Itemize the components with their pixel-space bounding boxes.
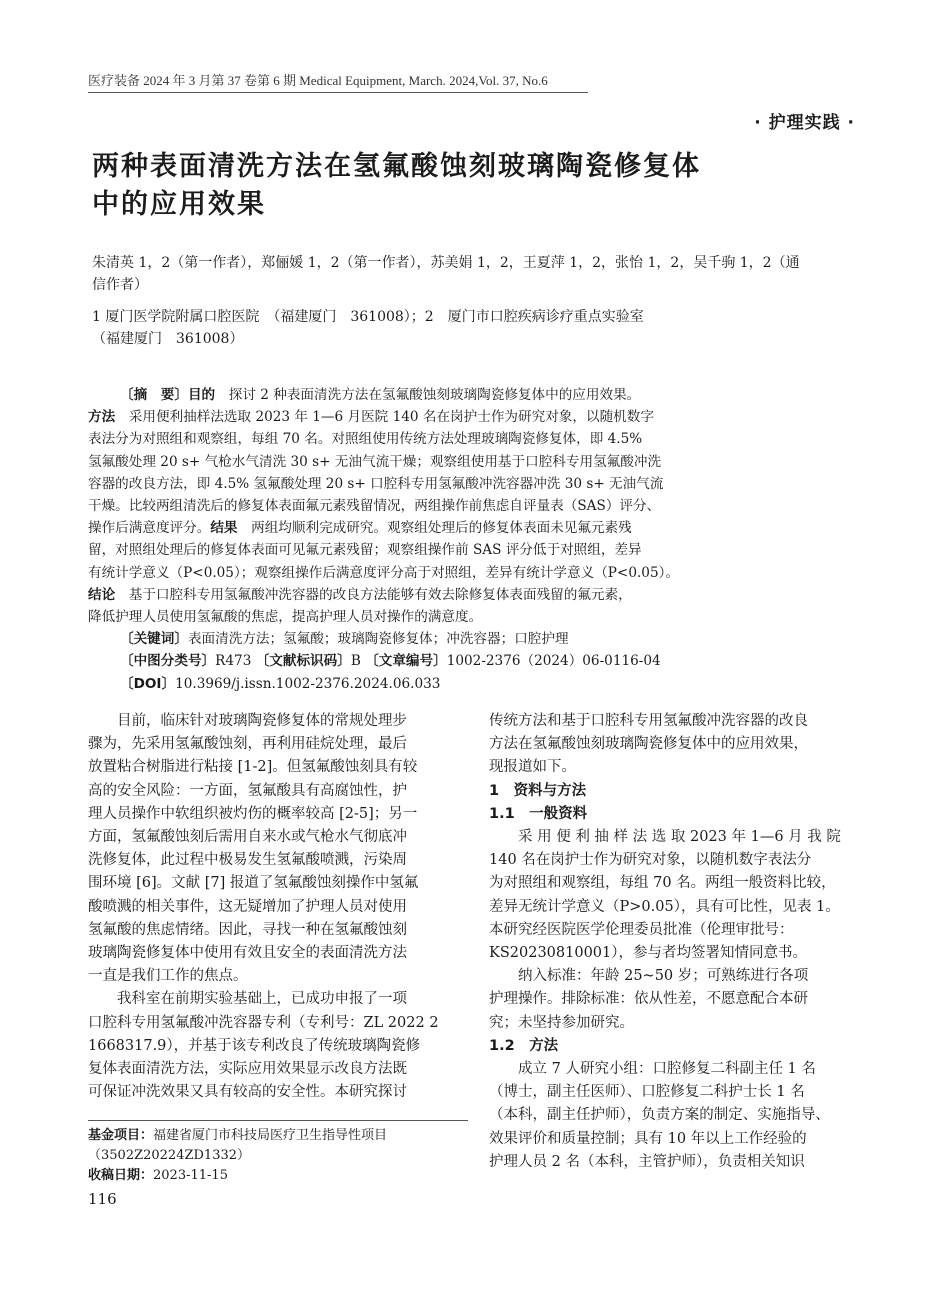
body-text-line: 本研究经医院医学伦理委员批准（伦理审批号： — [489, 921, 794, 938]
body-text-line: 高的安全风险：一方面，氢氟酸具有高腐蚀性，护 — [88, 782, 407, 799]
funding-footnote: 基金项目：福建省厦门市科技局医疗卫生指导性项目 （3502Z20224ZD1332） 收稿日期：2023-11-15 — [88, 1128, 388, 1183]
abstract-line: 方法 采用便利抽样法选取 2023 年 1—6 月医院 140 名在岗护士作为研究对象，以随机数字 — [88, 409, 654, 426]
body-text-line: 一直是我们工作的焦点。 — [88, 968, 248, 985]
body-text-line: 1668317.9），并基于该专利改良了传统玻璃陶瓷修 — [88, 1037, 421, 1054]
body-text-line: 玻璃陶瓷修复体中使用有效且安全的表面清洗方法 — [88, 945, 407, 962]
body-text-line: 口腔科专用氢氟酸冲洗容器专利（专利号：ZL 2022 2 — [88, 1014, 439, 1031]
abstract-line: 〔摘 要〕目的 探讨 2 种表面清洗方法在氢氟酸蚀刻玻璃陶瓷修复体中的应用效果。 — [120, 387, 641, 403]
article-title — [92, 148, 772, 224]
abstract-line: 操作后满意度评分。结果 两组均顺利完成研究。观察组处理后的修复体表面未见氟元素残 — [88, 520, 632, 537]
abstract-head: 〔摘 要〕目的 — [120, 387, 216, 403]
keywords-head: 〔关键词〕 — [120, 631, 188, 648]
affiliation-line: （福建厦门 361008） — [92, 331, 244, 347]
subsection-heading: 1.1 一般资料 — [489, 805, 588, 822]
page-number: 116 — [88, 1190, 117, 1208]
results-head: 结果 — [210, 520, 238, 537]
body-text-line: 洗修复体，此过程中极易发生氢氟酸喷溅，污染周 — [88, 852, 407, 869]
body-text-line: 骤为，先采用氢氟酸蚀刻，再利用硅烷处理，最后 — [88, 736, 407, 753]
body-text-line: 目前，临床针对玻璃陶瓷修复体的常规处理步 — [88, 713, 407, 729]
author-list — [92, 252, 800, 296]
body-text-line: 140 名在岗护士作为研究对象，以随机数字表法分 — [489, 852, 812, 869]
header-rule — [88, 92, 588, 93]
doi-line: 〔DOI〕10.3969/j.issn.1002-2376.2024.06.033 — [120, 675, 441, 692]
abstract-line: 有统计学意义（P<0.05）；观察组操作后满意度评分高于对照组，差异有统计学意义（P<0.05）。 — [88, 564, 679, 581]
author-line: 信作者） — [92, 277, 148, 293]
footnote-rule — [88, 1120, 468, 1121]
title-line: 两种表面清洗方法在氢氟酸蚀刻玻璃陶瓷修复体 — [92, 151, 701, 182]
abstract-line: 留，对照组处理后的修复体表面可见氟元素残留；观察组操作前 SAS 评分低于对照组，差异 — [88, 542, 642, 559]
body-text-line: KS20230810001），参与者均签署知情同意书。 — [489, 945, 807, 962]
classification-line: 〔中图分类号〕R473 〔文献标识码〕B 〔文章编号〕1002-2376（2024）06-0116-04 — [120, 653, 661, 670]
body-text-line: 效果评价和质量控制；具有 10 年以上工作经验的 — [489, 1130, 807, 1147]
author-line: 朱清英 1，2（第一作者），郑俪媛 1，2（第一作者），苏美娟 1，2，王夏萍 1，2，张怡 1，2，吴千驹 1，2（通 — [92, 255, 800, 271]
body-text-line: （本科，副主任护师），负责方案的制定、实施指导、 — [489, 1107, 830, 1124]
journal-header: 医疗装备 2024 年 3 月第 37 卷第 6 期 Medical Equipment, March. 2024,Vol. 37, No.6 — [88, 73, 548, 88]
subsection-heading: 1.2 方法 — [489, 1037, 559, 1054]
column-tag: · 护理实践 · — [754, 113, 855, 133]
abstract-line: 表法分为对照组和观察组，每组 70 名。对照组使用传统方法处理玻璃陶瓷修复体，即 4.5% — [88, 431, 643, 448]
body-text-line: 我科室在前期实验基础上，已成功申报了一项 — [88, 991, 407, 1008]
right-column — [489, 710, 867, 1174]
conclusion-head: 结论 — [88, 586, 116, 603]
body-text-line: 为对照组和观察组，每组 70 名。两组一般资料比较， — [489, 875, 836, 892]
doi-link[interactable]: 10.3969/j.issn.1002-2376.2024.06.033 — [175, 675, 441, 692]
keywords-line — [88, 628, 778, 650]
body-text-line: 护理操作。排除标准：依从性差，不愿意配合本研 — [489, 991, 808, 1008]
body-text-line: 方面，氢氟酸蚀刻后需用自来水或气枪水气彻底冲 — [88, 829, 407, 846]
affiliations — [92, 306, 792, 350]
left-column — [88, 710, 466, 1104]
abstract — [88, 384, 778, 695]
methods-head: 方法 — [88, 409, 116, 426]
section-heading: 1 资料与方法 — [489, 782, 587, 799]
abstract-line: 降低护理人员使用氢氟酸的焦虑，提高护理人员对操作的满意度。 — [88, 609, 483, 626]
body-text-line: 护理人员 2 名（本科，主管护师），负责相关知识 — [489, 1153, 805, 1170]
body-text-line: 放置粘合树脂进行粘接 [1-2]。但氢氟酸蚀刻具有较 — [88, 759, 418, 776]
affiliation-line: 1 厦门医学院附属口腔医院 （福建厦门 361008）；2 厦门市口腔疾病诊疗重点实验室 — [92, 309, 644, 325]
abstract-line: 结论 基于口腔科专用氢氟酸冲洗容器的改良方法能够有效去除修复体表面残留的氟元素， — [88, 586, 632, 603]
body-text-line: 方法在氢氟酸蚀刻玻璃陶瓷修复体中的应用效果， — [489, 736, 808, 753]
body-text-line: 复体表面清洗方法，实际应用效果显示改良方法既 — [88, 1061, 407, 1078]
abstract-line: 容器的改良方法，即 4.5% 氢氟酸处理 20 s+ 口腔科专用氢氟酸冲洗容器冲洗 30 s+ 无油气流 — [88, 475, 664, 492]
body-text-line: 差异无统计学意义（P>0.05），具有可比性，见表 1。 — [489, 898, 840, 915]
body-text-line: 现报道如下。 — [489, 759, 576, 776]
body-text-line: 围环境 [6]。文献 [7] 报道了氢氟酸蚀刻操作中氢氟 — [88, 875, 419, 892]
abstract-line: 氢氟酸处理 20 s+ 气枪水气清洗 30 s+ 无油气流干燥；观察组使用基于口腔科专用氢氟酸冲洗 — [88, 453, 662, 470]
body-text-line: 理人员操作中软组织被灼伤的概率较高 [2-5]；另一 — [88, 805, 418, 822]
body-text-line: 纳入标准：年龄 25~50 岁；可熟练进行各项 — [489, 968, 809, 985]
body-text-line: 氢氟酸的焦虑情绪。因此，寻找一种在氢氟酸蚀刻 — [88, 921, 407, 938]
title-line: 中的应用效果 — [92, 189, 266, 220]
body-text-line: 采 用 便 利 抽 样 法 选 取 2023 年 1—6 月 我 院 — [489, 829, 841, 846]
keywords: 表面清洗方法；氢氟酸；玻璃陶瓷修复体；冲洗容器；口腔护理 — [187, 631, 569, 648]
body-text-line: 酸喷溅的相关事件，这无疑增加了护理人员对使用 — [88, 898, 407, 915]
body-text-line: 成立 7 人研究小组：口腔修复二科副主任 1 名 — [489, 1061, 816, 1078]
body-text-line: （博士，副主任医师）、口腔修复二科护士长 1 名 — [489, 1084, 805, 1101]
body-text-line: 可保证冲洗效果又具有较高的安全性。本研究探讨 — [88, 1084, 407, 1101]
abstract-line: 干燥。比较两组清洗后的修复体表面氟元素残留情况，两组操作前焦虑自评量表（SAS）评分、 — [88, 498, 661, 515]
body-text-line: 传统方法和基于口腔科专用氢氟酸冲洗容器的改良 — [489, 713, 808, 729]
body-text-line: 究；未坚持参加研究。 — [489, 1014, 634, 1031]
